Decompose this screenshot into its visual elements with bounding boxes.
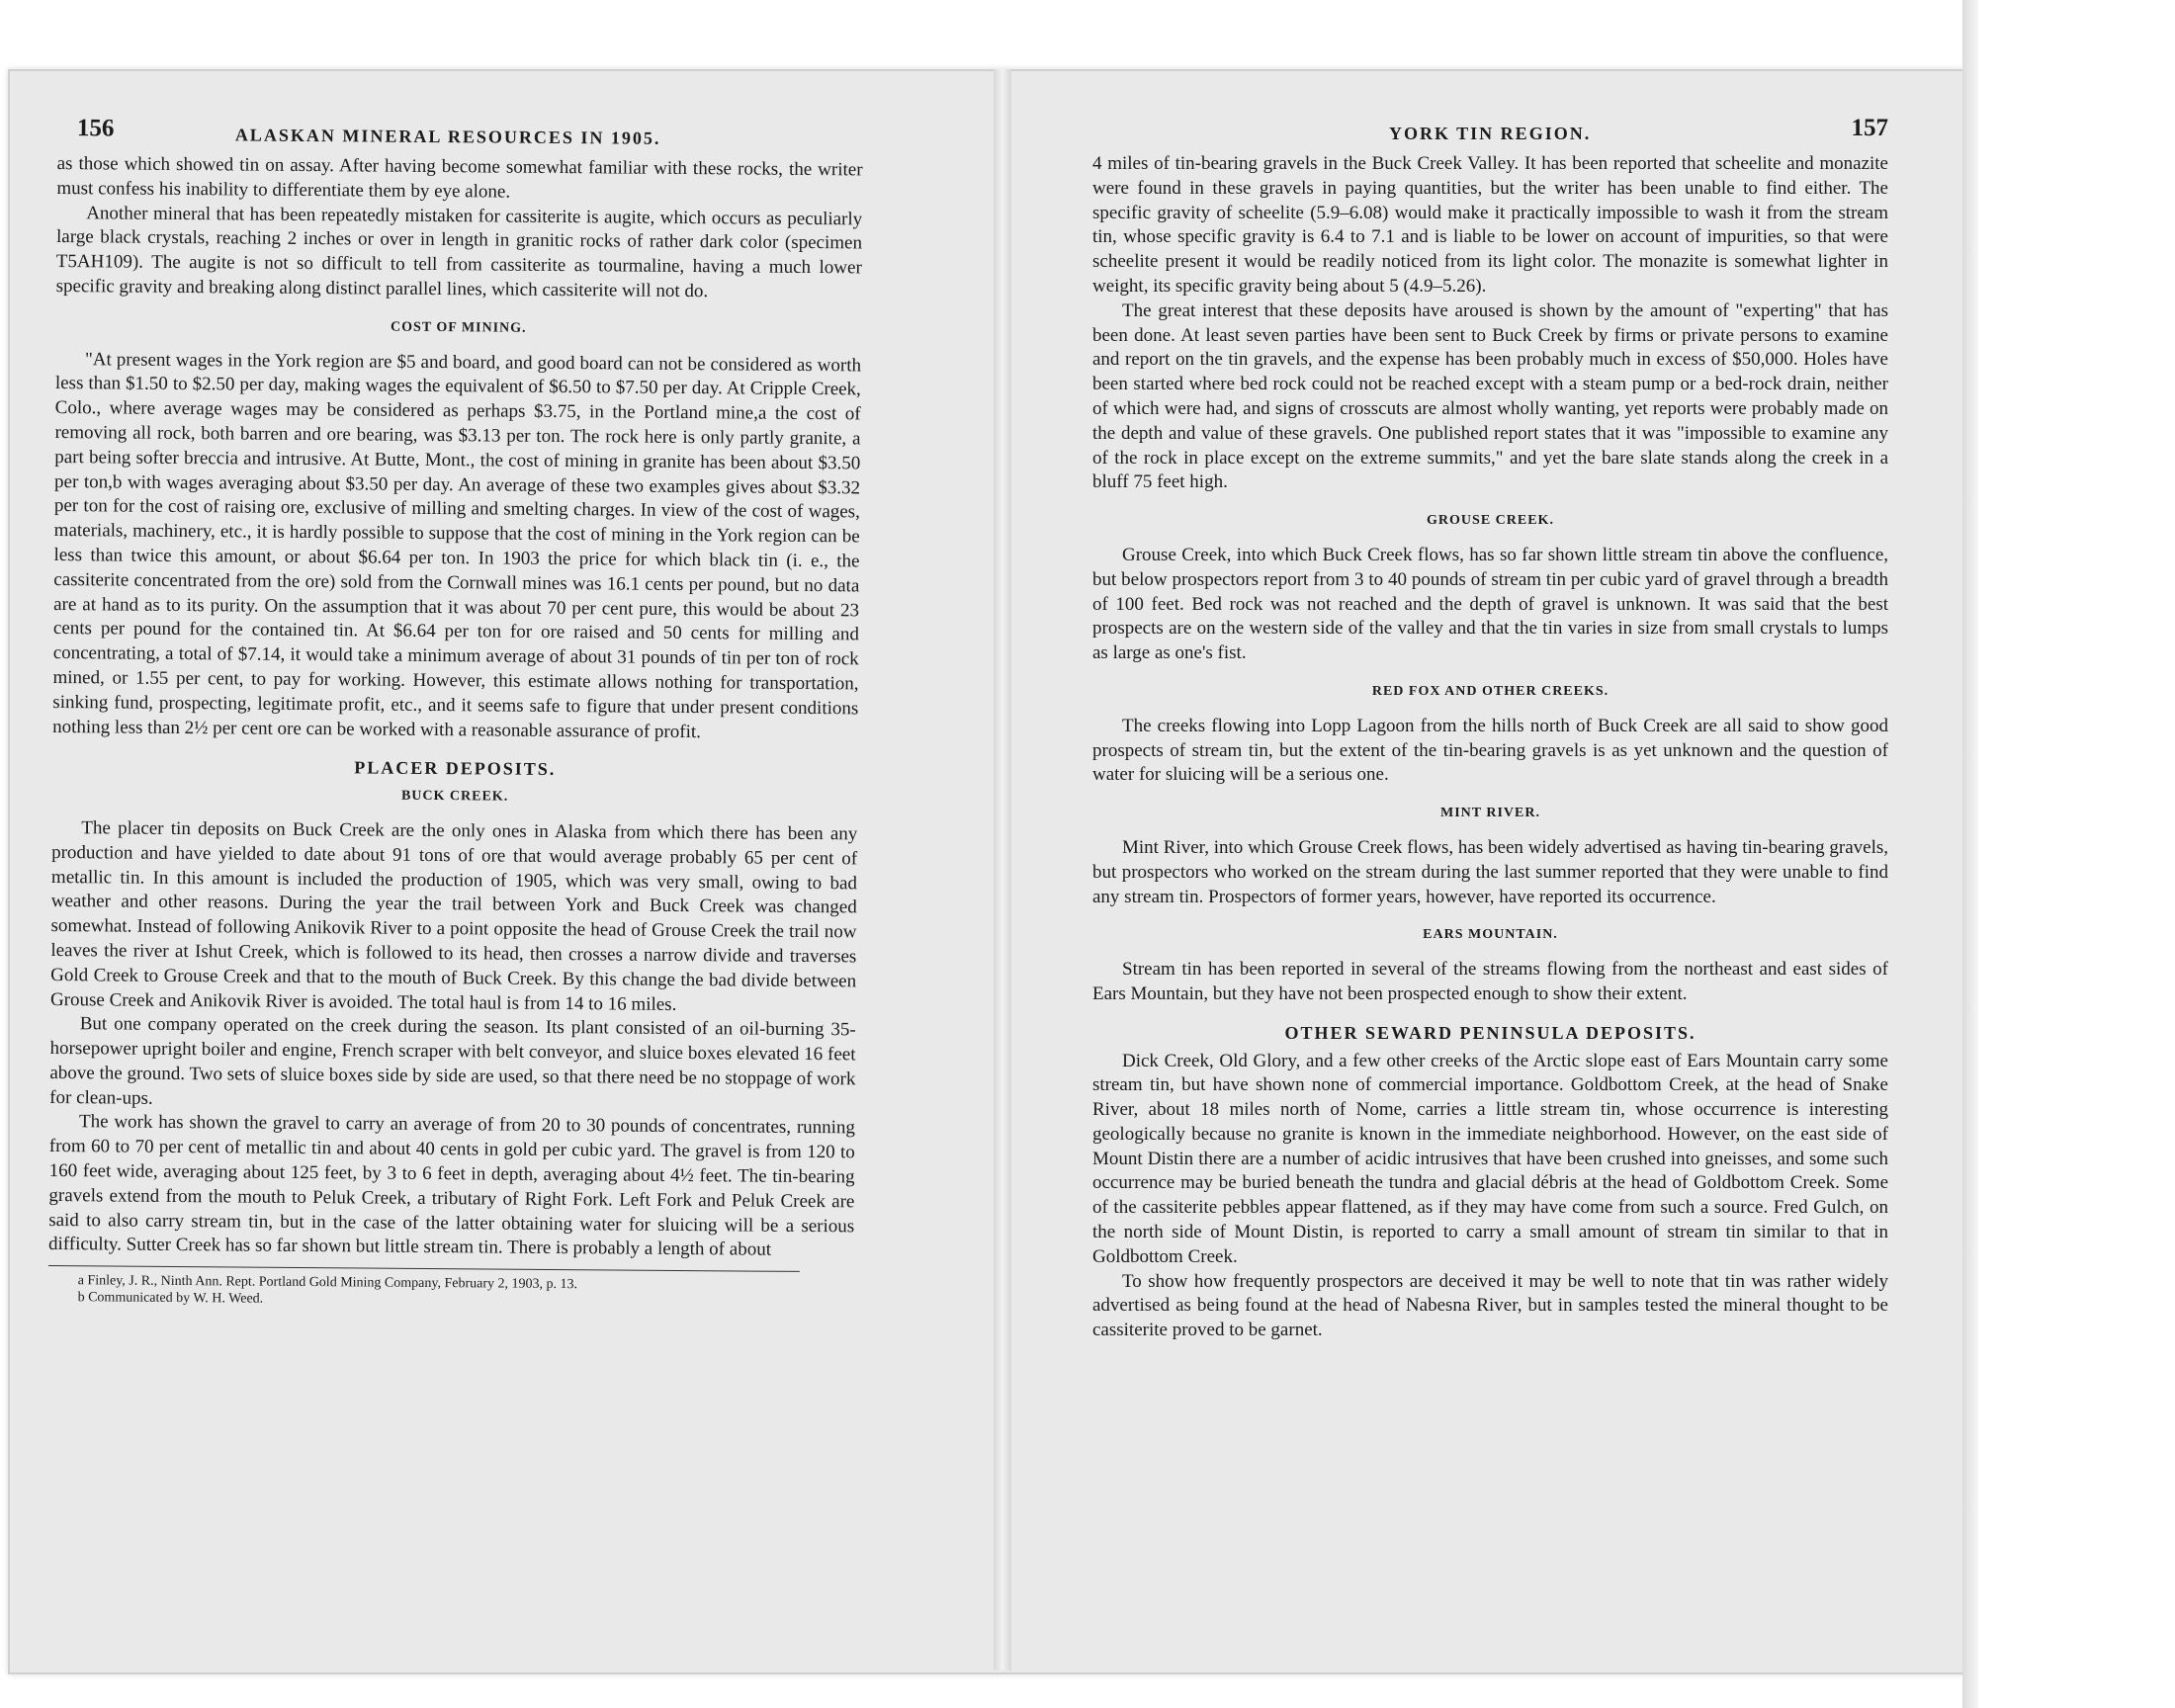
right-page [1092, 115, 1888, 1343]
book-gutter [994, 69, 1011, 1670]
paragraph: The work has shown the gravel to carry an average of from 20 to 30 pounds of concentrates, running from 60 to 70 per cent of metallic tin and about 40 cents in gold per cubic yard. The gravel is from 120 to 160 feet wide, averaging about 125 feet, by 3 to 6 feet in depth, averaging about 4½ feet. The tin-bearing gravels extend from the mouth to Peluk Creek, a tributary of Right Fork. Left Fork and Peluk Creek are said to also carry stream tin, but in the case of the latter obtaining water for sluicing will be a serious difficulty. Sutter Creek has so far shown but little stream tin. There is probably a length of about [47, 1111, 856, 1261]
footnote: a Finley, J. R., Ninth Ann. Rept. Portland Gold Mining Company, February 2, 1903, p. 13. [77, 1273, 578, 1293]
right-running-title: YORK TIN REGION. [1389, 124, 1592, 143]
right-page-number: 157 [1851, 115, 1888, 141]
section-heading-redfox: RED FOX AND OTHER CREEKS. [1371, 683, 1610, 699]
paragraph: "At present wages in the York region are $5 and board, and good board can not be considered as worth less than $1.50 to $2.50 per day, making wages the equivalent of $6.50 to $7.50 per day. At Cripple Creek, Colo., where average wages may be considered as perhaps $3.75, in the Portland mine,a the cost of removing all rock, both barren and ore bearing, was $3.13 per ton. The rock here is only partly granite, a part being softer breccia and intrusive. At Butte, Mont., the cost of mining in granite has been about $3.50 per ton,b with wages averaging about $3.50 per day. An average of these two examples gives about $3.32 per ton for the cost of raising ore, exclusive of milling and smelting charges. In view of the cost of wages, materials, machinery, etc., it is hardly possible to suppose that the cost of mining in the York region can be less than twice this amount, or about $6.64 per ton. In 1903 the price for which black tin (i. e., the cassiterite concentrated from the ore) sold from the Cornwall mines was 16.1 cents per pound, but no data are at hand as to its purity. On the assumption that it was about 70 per cent pure, this would be about 23 cents per pound for the contained tin. At $6.64 per ton for ore raised and 50 cents for milling and concentrating, a total of $7.14, it would take a minimum average of about 31 pounds of tin per ton of rock mined, or 1.55 per cent, to pay for working. However, this estimate allows nothing for transportation, sinking fund, prospecting, legitimate profit, etc., and it seems safe to figure that under present conditions nothing less than 2½ per cent ore can be worked with a reasonable assurance of profit. [52, 348, 862, 742]
paragraph: To show how frequently prospectors are deceived it may be well to note that tin was rather widely advertised as being found at the head of Nabesna River, but in samples tested the mineral thought to be cassiterite proved to be garnet. [1092, 1270, 1888, 1341]
section-heading-placer: PLACER DEPOSITS. [354, 757, 557, 780]
left-page-number: 156 [76, 115, 115, 142]
paragraph: Dick Creek, Old Glory, and a few other creeks of the Arctic slope east of Ears Mountain carry some stream tin, but have shown none of commercial importance. Goldbottom Creek, at the head of Snake River, about 18 miles north of Nome, carries a little stream tin, whose occurrence is interesting geologically because no granite is known in the immediate neighborhood. However, on the east side of Mount Distin there are a number of acidic intrusives that have been crushed into gneisses, and some such occurrence may be buried beneath the tundra and glacial débris at the head of Goldbottom Creek. Some of the cassiterite pebbles appear flattened, as if they may have come from such a source. Fred Gulch, on the north side of Mount Distin, is reported to carry a small amount of stream tin similar to that in Goldbottom Creek. [1092, 1050, 1888, 1267]
right-running-head [1092, 117, 1888, 146]
paragraph: 4 miles of tin-bearing gravels in the Buck Creek Valley. It has been reported that scheelite and monazite were found in these gravels in paying quantities, but the writer has been unable to find either. The specific gravity of scheelite (5.9–6.08) would make it practically impossible to wash it from the stream tin, whose specific gravity is 6.4 to 7.1 and is liable to be lower on account of impurities, so that were scheelite present it would be readily noticed from its light color. The monazite is somewhat lighter in weight, its specific gravity being about 5 (4.9–5.26). [1092, 153, 1888, 297]
section-heading-buck: BUCK CREEK. [400, 788, 509, 805]
section-heading-other: OTHER SEWARD PENINSULA DEPOSITS. [1284, 1022, 1696, 1043]
section-heading-ears: EARS MOUNTAIN. [1423, 927, 1558, 943]
left-running-head [57, 117, 863, 152]
section-heading-cost: COST OF MINING. [391, 319, 527, 336]
paragraph: Stream tin has been reported in several of the streams flowing from the northeast and east sides of Ears Mountain, but they have not been prospected enough to show their extent. [1092, 959, 1888, 1004]
left-running-title: ALASKAN MINERAL RESOURCES IN 1905. [234, 125, 661, 148]
left-page [48, 117, 863, 1313]
footnotes [48, 1265, 800, 1312]
paragraph: Another mineral that has been repeatedly mistaken for cassiterite is augite, which occurs as peculiarly large black crystals, reaching 2 inches or over in length in granitic rocks of rather dark color (specimen T5AH109). The augite is not so difficult to tell from cassiterite as tourmaline, having a much lower specific gravity and breaking along distinct parallel lines, which cassiterite will not do. [55, 202, 863, 302]
paragraph: The great interest that these deposits have aroused is shown by the amount of "experting" that has been done. At least seven parties have been sent to Buck Creek by firms or private persons to examine and report on the tin gravels, and the expense has been probably much in excess of $50,000. Holes have been started where bed rock could not be reached except with a steam pump or a bed-rock drain, neither of which were had, and signs of crosscuts are almost wholly wanting, yet reports were probably made on the depth and value of these gravels. One published report states that it was "impossible to examine any of the rock in place except on the extreme summits," and yet the bare slate stands along the creek in a bluff 75 feet high. [1092, 299, 1888, 493]
page-edge [1962, 0, 1978, 1708]
paragraph: Mint River, into which Grouse Creek flows, has been widely advertised as having tin-bearing gravels, but prospectors who worked on the stream during the last summer reported that they were unable to find any stream tin. Prospectors of former years, however, have reported its occurrence. [1092, 836, 1888, 907]
paragraph: The placer tin deposits on Buck Creek are the only ones in Alaska from which there has been any production and have yielded to date about 91 tons of ore that would average probably 65 per cent of metallic tin. In this amount is included the production of 1905, which was very small, owing to bad weather and other reasons. During the year the trail between York and Buck Creek was changed somewhat. Instead of following Anikovik River to a point opposite the head of Grouse Creek the trail now leaves the river at Ishut Creek, which is followed to its head, then crosses a narrow divide and traverses Gold Creek to Grouse Creek and that to the mouth of Buck Creek. By this change the bad divide between Grouse Creek and Anikovik River is avoided. The total haul is from 14 to 16 miles. [49, 817, 858, 1015]
paragraph: But one company operated on the creek during the season. Its plant consisted of an oil-burning 35-horsepower upright boiler and engine, French scraper with belt conveyor, and sluice boxes elevated 16 feet above the ground. Two sets of sluice boxes side by side are used, so that there need be no stoppage of work for clean-ups. [49, 1013, 856, 1109]
paragraph: Grouse Creek, into which Buck Creek flows, has so far shown little stream tin above the confluence, but below prospectors report from 3 to 40 pounds of stream tin per cubic yard of gravel through a breadth of 100 feet. Bed rock was not reached and the depth of gravel is unknown. It was said that the best prospects are on the western side of the valley and that the tin varies in size from small crystals to lumps as large as one's fist. [1092, 544, 1888, 664]
paragraph: The creeks flowing into Lopp Lagoon from the hills north of Buck Creek are all said to show good prospects of stream tin, but the extent of the tin-bearing gravels is as yet unknown and the question of water for sluicing will be a serious one. [1092, 715, 1888, 786]
section-heading-mint: MINT RIVER. [1440, 806, 1540, 821]
footnote: b Communicated by W. H. Weed. [77, 1290, 264, 1307]
paragraph: as those which showed tin on assay. After having become somewhat familiar with these rocks, the writer must confess his inability to differentiate them by eye alone. [56, 152, 863, 203]
section-heading-grouse: GROUSE CREEK. [1427, 513, 1554, 529]
